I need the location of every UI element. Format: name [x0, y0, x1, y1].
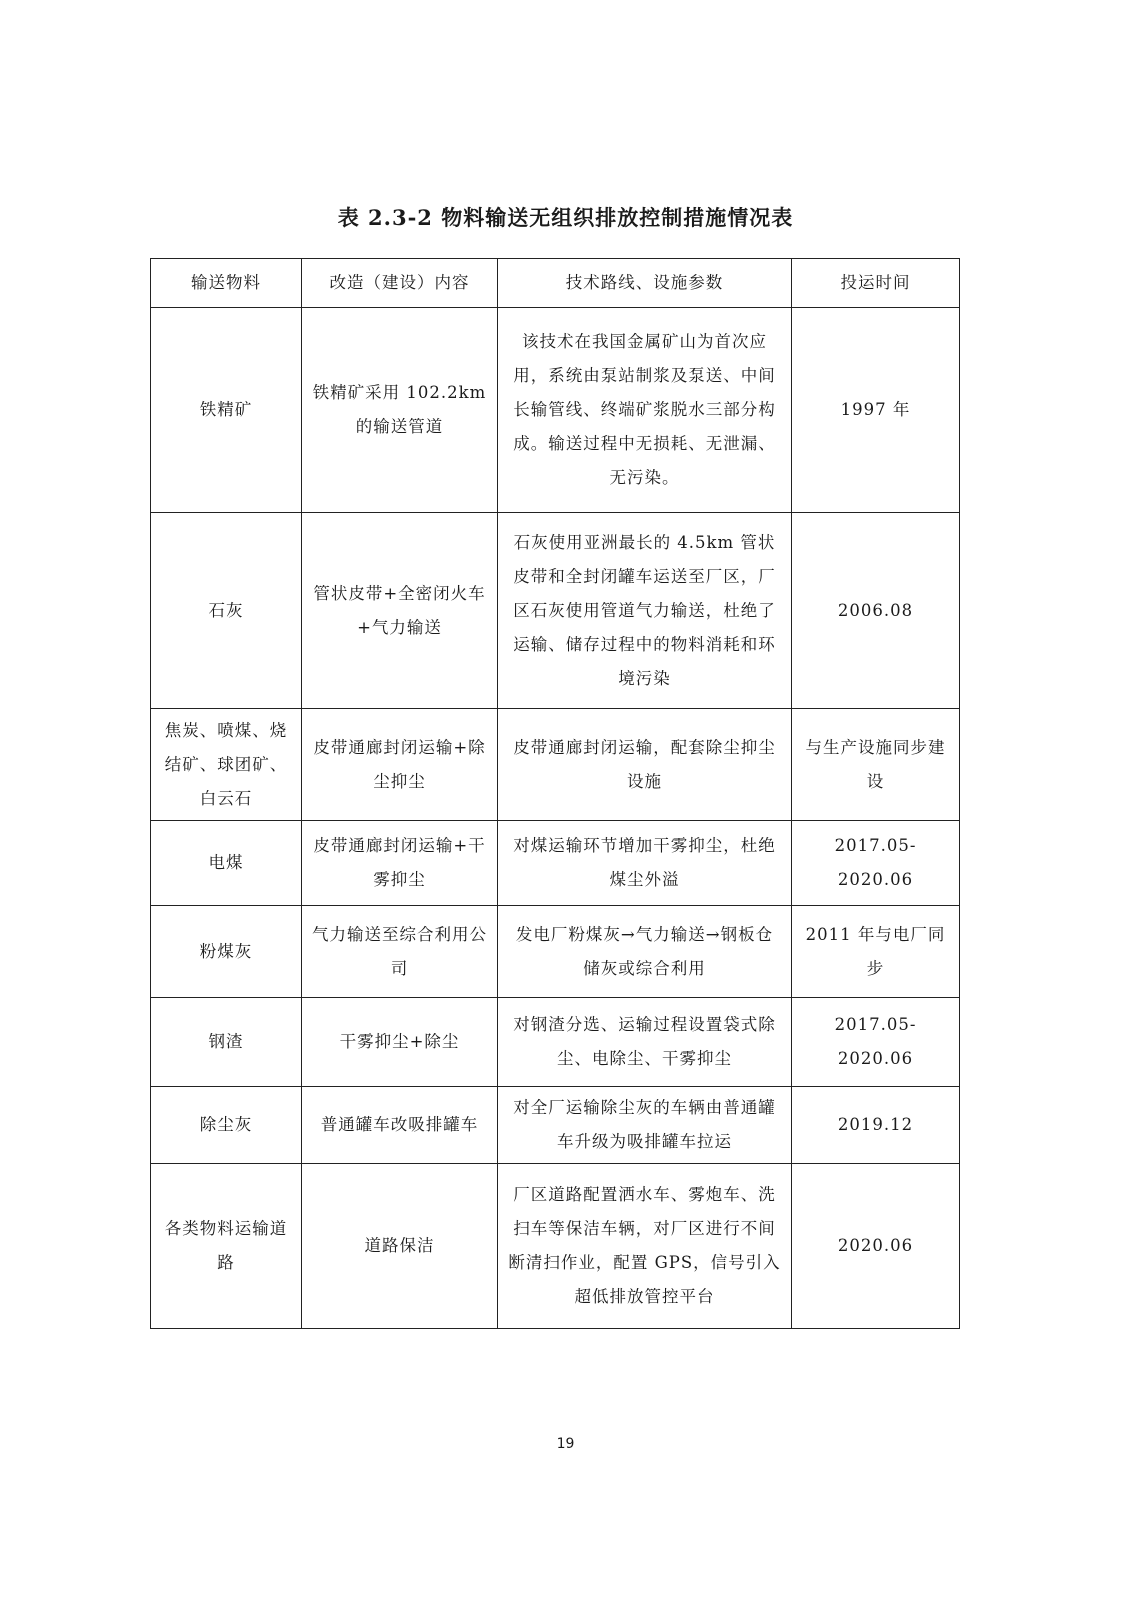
cell-technology: 厂区道路配置洒水车、雾炮车、洗扫车等保洁车辆，对厂区进行不间断清扫作业，配置 GPS，信号引入超低排放管控平台 [498, 1164, 792, 1329]
cell-content: 铁精矿采用 102.2km 的输送管道 [302, 308, 498, 513]
table-row [151, 906, 960, 998]
cell-time: 2006.08 [792, 513, 960, 709]
table-row [151, 709, 960, 821]
cell-technology: 对煤运输环节增加干雾抑尘，杜绝煤尘外溢 [498, 821, 792, 906]
table-row [151, 513, 960, 709]
cell-content: 气力输送至综合利用公司 [302, 906, 498, 998]
cell-time: 与生产设施同步建设 [792, 709, 960, 821]
cell-technology: 石灰使用亚洲最长的 4.5km 管状皮带和全封闭罐车运送至厂区，厂区石灰使用管道气力输送，杜绝了运输、储存过程中的物料消耗和环境污染 [498, 513, 792, 709]
table-row [151, 308, 960, 513]
cell-time: 2017.05-2020.06 [792, 998, 960, 1087]
table-row [151, 1087, 960, 1164]
table-row [151, 998, 960, 1087]
cell-time: 1997 年 [792, 308, 960, 513]
table-header-row [151, 259, 960, 308]
cell-time: 2017.05-2020.06 [792, 821, 960, 906]
emission-control-table [150, 258, 960, 1329]
cell-material: 石灰 [151, 513, 302, 709]
cell-content: 干雾抑尘+除尘 [302, 998, 498, 1087]
cell-content: 普通罐车改吸排罐车 [302, 1087, 498, 1164]
page-number: 19 [556, 1436, 575, 1452]
header-material: 输送物料 [151, 259, 302, 308]
table-title: 表 2.3-2 物料输送无组织排放控制措施情况表 [337, 205, 794, 230]
cell-content: 管状皮带+全密闭火车+气力输送 [302, 513, 498, 709]
cell-material: 钢渣 [151, 998, 302, 1087]
cell-material: 除尘灰 [151, 1087, 302, 1164]
cell-material: 焦炭、喷煤、烧结矿、球团矿、白云石 [151, 709, 302, 821]
cell-time: 2011 年与电厂同步 [792, 906, 960, 998]
cell-content: 皮带通廊封闭运输+干雾抑尘 [302, 821, 498, 906]
cell-content: 道路保洁 [302, 1164, 498, 1329]
header-technology: 技术路线、设施参数 [498, 259, 792, 308]
cell-material: 粉煤灰 [151, 906, 302, 998]
cell-technology: 对钢渣分选、运输过程设置袋式除尘、电除尘、干雾抑尘 [498, 998, 792, 1087]
cell-time: 2020.06 [792, 1164, 960, 1329]
header-content: 改造（建设）内容 [302, 259, 498, 308]
cell-material: 电煤 [151, 821, 302, 906]
table-row [151, 1164, 960, 1329]
cell-technology: 对全厂运输除尘灰的车辆由普通罐车升级为吸排罐车拉运 [498, 1087, 792, 1164]
table-row [151, 821, 960, 906]
header-time: 投运时间 [792, 259, 960, 308]
cell-technology: 发电厂粉煤灰→气力输送→钢板仓储灰或综合利用 [498, 906, 792, 998]
cell-technology: 该技术在我国金属矿山为首次应用，系统由泵站制浆及泵送、中间长输管线、终端矿浆脱水三部分构成。输送过程中无损耗、无泄漏、无污染。 [498, 308, 792, 513]
cell-content: 皮带通廊封闭运输+除尘抑尘 [302, 709, 498, 821]
cell-material: 各类物料运输道路 [151, 1164, 302, 1329]
cell-technology: 皮带通廊封闭运输，配套除尘抑尘设施 [498, 709, 792, 821]
cell-material: 铁精矿 [151, 308, 302, 513]
cell-time: 2019.12 [792, 1087, 960, 1164]
